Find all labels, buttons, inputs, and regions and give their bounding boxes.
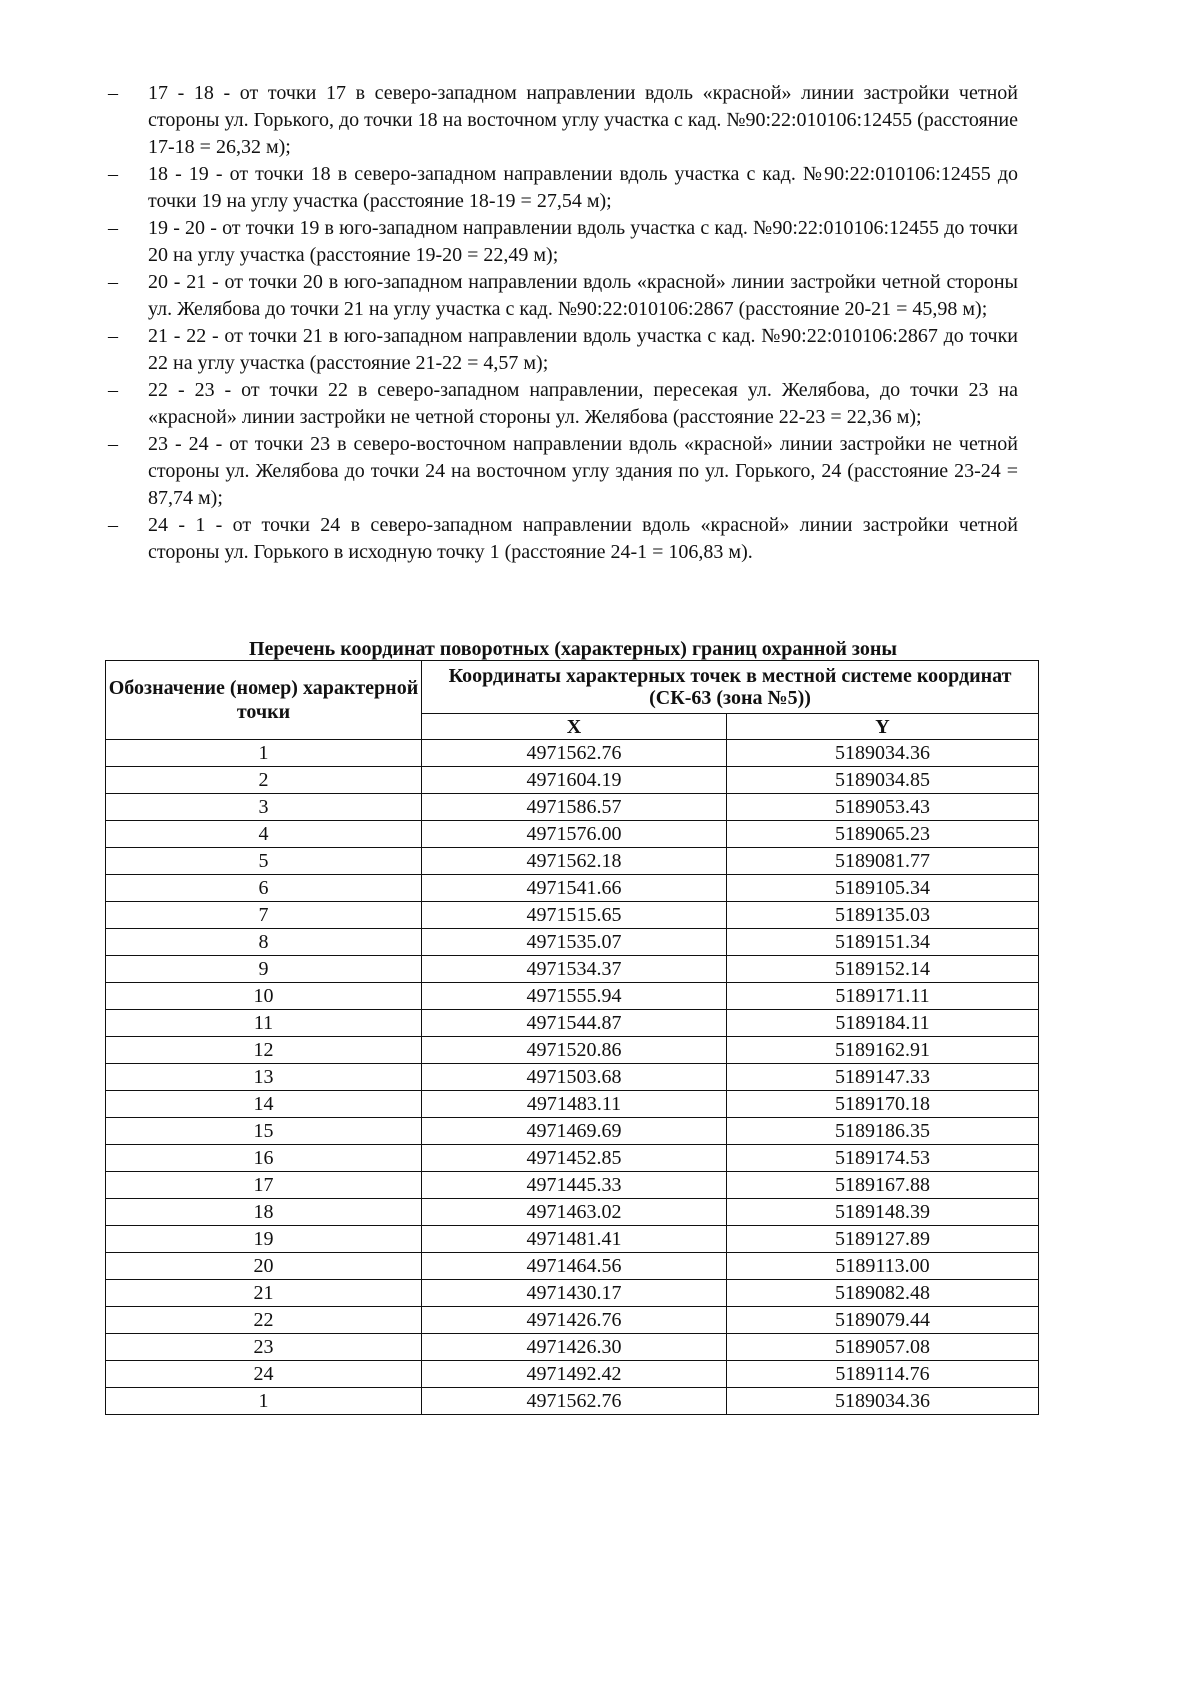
list-item [108,512,1018,566]
x-coordinate-cell: 4971562.76 [422,1388,727,1415]
header-coordinates: Координаты характерных точек в местной системе координат (СК-63 (зона №5)) [422,661,1039,714]
y-coordinate-cell: 5189170.18 [727,1091,1039,1118]
table-row [106,848,1039,875]
point-number-cell: 18 [106,1199,422,1226]
header-x: X [422,714,727,740]
point-number-cell: 10 [106,983,422,1010]
list-item-text: 19 - 20 - от точки 19 в юго-западном направлении вдоль участка с кад. №90:22:010106:12455 до точки 20 на углу участка (расстояние 19-20 = 22,49 м); [148,217,1018,266]
list-item [108,161,1018,215]
point-number-cell: 3 [106,794,422,821]
x-coordinate-cell: 4971604.19 [422,767,727,794]
y-coordinate-cell: 5189034.85 [727,767,1039,794]
bullet-dash: – [108,379,118,401]
y-coordinate-cell: 5189167.88 [727,1172,1039,1199]
point-number-cell: 20 [106,1253,422,1280]
point-number-cell: 8 [106,929,422,956]
table-row [106,983,1039,1010]
y-coordinate-cell: 5189135.03 [727,902,1039,929]
x-coordinate-cell: 4971541.66 [422,875,727,902]
point-number-cell: 1 [106,740,422,767]
table-row [106,1226,1039,1253]
point-number-cell: 19 [106,1226,422,1253]
y-coordinate-cell: 5189171.11 [727,983,1039,1010]
x-coordinate-cell: 4971520.86 [422,1037,727,1064]
y-coordinate-cell: 5189081.77 [727,848,1039,875]
y-coordinate-cell: 5189148.39 [727,1199,1039,1226]
list-item [108,215,1018,269]
list-item-text: 22 - 23 - от точки 22 в северо-западном направлении, пересекая ул. Желябова, до точки 23 на «красной» линии застройки не четной стороны ул. Желябова (расстояние 22-23 = 22,36 м); [148,379,1018,428]
point-number-cell: 16 [106,1145,422,1172]
table-row [106,1280,1039,1307]
x-coordinate-cell: 4971492.42 [422,1361,727,1388]
point-number-cell: 13 [106,1064,422,1091]
x-coordinate-cell: 4971586.57 [422,794,727,821]
x-coordinate-cell: 4971534.37 [422,956,727,983]
y-coordinate-cell: 5189065.23 [727,821,1039,848]
x-coordinate-cell: 4971481.41 [422,1226,727,1253]
table-row [106,1199,1039,1226]
bullet-dash: – [108,271,118,293]
point-number-cell: 11 [106,1010,422,1037]
x-coordinate-cell: 4971555.94 [422,983,727,1010]
table-row [106,956,1039,983]
table-row [106,1091,1039,1118]
table-row [106,740,1039,767]
x-coordinate-cell: 4971445.33 [422,1172,727,1199]
header-y: Y [727,714,1039,740]
header-point-number: Обозначение (номер) характерной точки [106,661,422,740]
point-number-cell: 24 [106,1361,422,1388]
x-coordinate-cell: 4971469.69 [422,1118,727,1145]
table-row [106,767,1039,794]
point-number-cell: 4 [106,821,422,848]
table-row [106,1334,1039,1361]
bullet-dash: – [108,514,118,536]
x-coordinate-cell: 4971562.18 [422,848,727,875]
x-coordinate-cell: 4971463.02 [422,1199,727,1226]
y-coordinate-cell: 5189105.34 [727,875,1039,902]
bullet-dash: – [108,325,118,347]
y-coordinate-cell: 5189174.53 [727,1145,1039,1172]
x-coordinate-cell: 4971535.07 [422,929,727,956]
y-coordinate-cell: 5189113.00 [727,1253,1039,1280]
point-number-cell: 2 [106,767,422,794]
table-row [106,1307,1039,1334]
y-coordinate-cell: 5189034.36 [727,1388,1039,1415]
x-coordinate-cell: 4971452.85 [422,1145,727,1172]
point-number-cell: 9 [106,956,422,983]
point-number-cell: 5 [106,848,422,875]
y-coordinate-cell: 5189186.35 [727,1118,1039,1145]
list-item [108,431,1018,512]
point-number-cell: 17 [106,1172,422,1199]
table-row [106,1361,1039,1388]
list-item-text: 23 - 24 - от точки 23 в северо-восточном направлении вдоль «красной» линии застройки не четной стороны ул. Желябова до точки 24 на восточном углу здания по ул. Горького, 24 (расстояние 23-24 = 87,74 м); [148,433,1018,509]
x-coordinate-cell: 4971464.56 [422,1253,727,1280]
list-item [108,80,1018,161]
bullet-dash: – [108,433,118,455]
point-number-cell: 12 [106,1037,422,1064]
table-row [106,794,1039,821]
list-item-text: 18 - 19 - от точки 18 в северо-западном направлении вдоль участка с кад. №90:22:010106:12455 до точки 19 на углу участка (расстояние 18-19 = 27,54 м); [148,163,1018,212]
point-number-cell: 1 [106,1388,422,1415]
table-row [106,821,1039,848]
y-coordinate-cell: 5189127.89 [727,1226,1039,1253]
boundary-description-list [108,80,1018,566]
point-number-cell: 21 [106,1280,422,1307]
x-coordinate-cell: 4971430.17 [422,1280,727,1307]
list-item-text: 17 - 18 - от точки 17 в северо-западном направлении вдоль «красной» линии застройки четной стороны ул. Горького, до точки 18 на восточном углу участка с кад. №90:22:010106:12455 (расстояние 17-18 = 26,32 м); [148,82,1018,158]
y-coordinate-cell: 5189152.14 [727,956,1039,983]
table-row [106,902,1039,929]
y-coordinate-cell: 5189082.48 [727,1280,1039,1307]
list-item [108,269,1018,323]
table-row [106,1145,1039,1172]
point-number-cell: 23 [106,1334,422,1361]
table-row [106,929,1039,956]
table-row [106,875,1039,902]
x-coordinate-cell: 4971426.76 [422,1307,727,1334]
table-row [106,1010,1039,1037]
y-coordinate-cell: 5189053.43 [727,794,1039,821]
x-coordinate-cell: 4971576.00 [422,821,727,848]
table-row [106,1253,1039,1280]
y-coordinate-cell: 5189184.11 [727,1010,1039,1037]
x-coordinate-cell: 4971562.76 [422,740,727,767]
table-row [106,1172,1039,1199]
point-number-cell: 7 [106,902,422,929]
x-coordinate-cell: 4971515.65 [422,902,727,929]
list-item [108,323,1018,377]
point-number-cell: 15 [106,1118,422,1145]
list-item-text: 24 - 1 - от точки 24 в северо-западном направлении вдоль «красной» линии застройки четной стороны ул. Горького в исходную точку 1 (расстояние 24-1 = 106,83 м). [148,514,1018,563]
x-coordinate-cell: 4971503.68 [422,1064,727,1091]
point-number-cell: 22 [106,1307,422,1334]
y-coordinate-cell: 5189057.08 [727,1334,1039,1361]
x-coordinate-cell: 4971544.87 [422,1010,727,1037]
table-body [106,740,1039,1415]
table-row [106,1388,1039,1415]
list-item-text: 21 - 22 - от точки 21 в юго-западном направлении вдоль участка с кад. №90:22:010106:2867 до точки 22 на углу участка (расстояние 21-22 = 4,57 м); [148,325,1018,374]
point-number-cell: 6 [106,875,422,902]
bullet-dash: – [108,217,118,239]
table-row [106,1118,1039,1145]
list-item [108,377,1018,431]
y-coordinate-cell: 5189151.34 [727,929,1039,956]
x-coordinate-cell: 4971483.11 [422,1091,727,1118]
table-row [106,1037,1039,1064]
y-coordinate-cell: 5189114.76 [727,1361,1039,1388]
bullet-dash: – [108,82,118,104]
bullet-dash: – [108,163,118,185]
x-coordinate-cell: 4971426.30 [422,1334,727,1361]
point-number-cell: 14 [106,1091,422,1118]
y-coordinate-cell: 5189147.33 [727,1064,1039,1091]
list-item-text: 20 - 21 - от точки 20 в юго-западном направлении вдоль «красной» линии застройки четной стороны ул. Желябова до точки 21 на углу участка с кад. №90:22:010106:2867 (расстояние 20-21 = 45,98 м); [148,271,1018,320]
table-title: Перечень координат поворотных (характерных) границ охранной зоны [249,638,897,660]
y-coordinate-cell: 5189034.36 [727,740,1039,767]
table-row [106,1064,1039,1091]
y-coordinate-cell: 5189162.91 [727,1037,1039,1064]
coordinates-table [105,660,1039,1415]
y-coordinate-cell: 5189079.44 [727,1307,1039,1334]
